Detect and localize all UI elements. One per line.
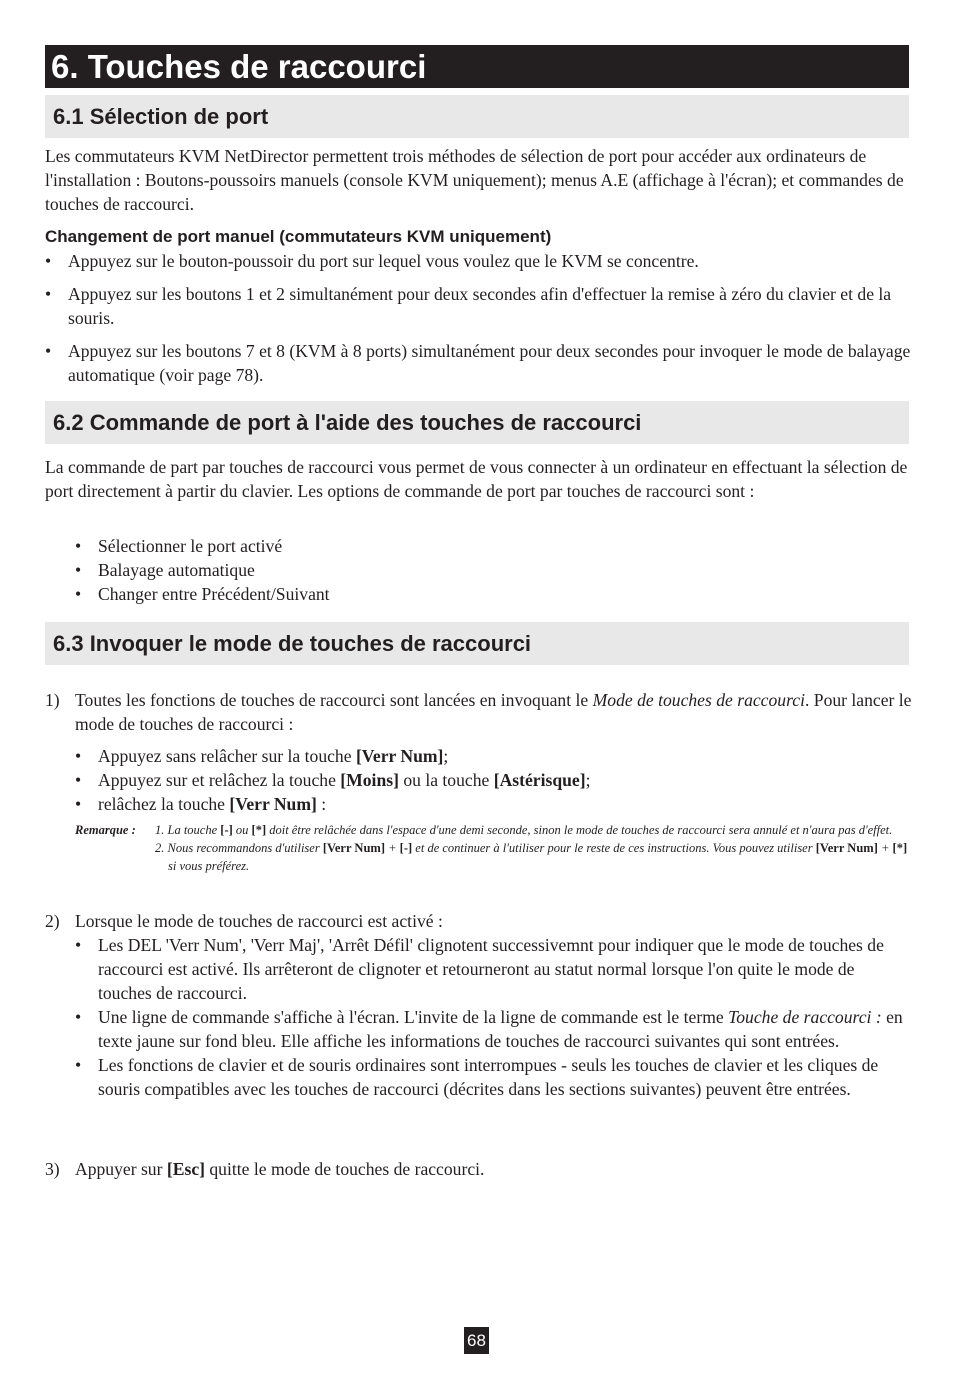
- note-1: [75, 821, 910, 839]
- text: ;: [585, 770, 591, 790]
- step-1-bullets: [75, 744, 905, 816]
- step-number: 2): [45, 911, 60, 931]
- manual-switch-subheading: Changement de port manuel (commutateurs KVM uniquement): [45, 227, 552, 246]
- list-item: [75, 792, 905, 816]
- section-6-1-title: 6.1 Sélection de port: [53, 104, 269, 129]
- list-item: [75, 534, 905, 558]
- text: Toutes les fonctions de touches de raccourci sont lancées en invoquant le: [75, 690, 593, 710]
- emphasis-text: Mode de touches de raccourci: [592, 690, 805, 710]
- text: Appuyez sans relâcher sur la touche: [98, 746, 356, 766]
- list-item: [75, 1005, 910, 1053]
- text: relâchez la touche: [98, 794, 230, 814]
- list-item-text: Changer entre Précédent/Suivant: [98, 584, 330, 604]
- text: ;: [443, 746, 449, 766]
- list-item: [45, 249, 915, 273]
- step-2-bullets: [75, 933, 910, 1101]
- section-6-1-header: [45, 95, 909, 138]
- text: si vous préférez.: [168, 859, 250, 873]
- text: ou: [232, 823, 252, 837]
- text: ou la touche: [398, 770, 494, 790]
- section-6-2-header: [45, 401, 909, 444]
- list-item: [75, 1053, 910, 1101]
- section-6-2-bullets: [75, 534, 905, 606]
- key-name: [Verr Num]: [322, 841, 385, 855]
- paragraph-text: La commande de part par touches de raccourci vous permet de vous connecter à un ordinateur en effectuant la sélection de port directement à partir du clavier. Les options de commande de port par touches de raccourci sont :: [45, 457, 908, 501]
- list-item: [75, 744, 905, 768]
- key-name: [Verr Num]: [815, 841, 878, 855]
- section-6-2-title: 6.2 Commande de port à l'aide des touches de raccourci: [53, 410, 642, 435]
- list-item-text: Appuyez sur les boutons 1 et 2 simultanément pour deux secondes afin d'effectuer la remise à zéro du clavier et de la souris.: [68, 284, 892, 328]
- list-item: [75, 582, 905, 606]
- chapter-header: [45, 45, 909, 88]
- paragraph-text: Les commutateurs KVM NetDirector permettent trois méthodes de sélection de port pour accéder aux ordinateurs de l'installation : Boutons-poussoirs manuels (console KVM uniquement); menus A.E (affichage à l'écran); et commandes de touches de raccourci.: [45, 146, 904, 214]
- text: et de continuer à l'utiliser pour le reste de ces instructions. Vous pouvez utiliser: [412, 841, 816, 855]
- text: doit être relâchée dans l'espace d'une demi seconde, sinon le mode de touches de raccourci sera annulé et n'aura pas d'effet.: [266, 823, 893, 837]
- list-item-text: Balayage automatique: [98, 560, 255, 580]
- text: +: [877, 841, 893, 855]
- chapter-title: 6. Touches de raccourci: [51, 48, 427, 85]
- step-3: [45, 1157, 915, 1181]
- key-name: [Verr Num]: [229, 794, 317, 814]
- key-name: [Astérisque]: [493, 770, 586, 790]
- text: 2. Nous recommandons d'utiliser: [155, 841, 323, 855]
- key-name: [Verr Num]: [355, 746, 444, 766]
- note-label: Remarque :: [75, 823, 136, 837]
- section-6-3-header: [45, 622, 909, 665]
- emphasis-text: Touche de raccourci :: [728, 1007, 882, 1027]
- key-name: [-]: [220, 823, 233, 837]
- key-name: [Esc]: [166, 1159, 205, 1179]
- text: Appuyer sur: [75, 1159, 167, 1179]
- step-number: 3): [45, 1159, 60, 1179]
- page-number: 68: [464, 1327, 489, 1354]
- step-3-text: [45, 1157, 915, 1181]
- text: +: [384, 841, 400, 855]
- list-item: [75, 768, 905, 792]
- list-item-text: Les fonctions de clavier et de souris ordinaires sont interrompues - seuls les touches de clavier et les cliques de souris compatibles avec les touches de raccourci (décrites dans les sections suivantes) peuvent être entrées.: [98, 1055, 879, 1099]
- step-1: [45, 688, 915, 736]
- key-name: [*]: [251, 823, 267, 837]
- text: quitte le mode de touches de raccourci.: [204, 1159, 485, 1179]
- list-item-text: Les DEL 'Verr Num', 'Verr Maj', 'Arrêt Défil' clignotent successivemnt pour indiquer que le mode de touches de raccourci est activé. Ils arrêteront de clignoter et retourneront au statut normal lorsque l'on quite le mode de touches de raccourci.: [98, 935, 884, 1003]
- section-6-1-bullets: [45, 249, 915, 387]
- list-item-text: Appuyez sur les boutons 7 et 8 (KVM à 8 ports) simultanément pour deux secondes pour invoquer le mode de balayage automatique (voir page 78).: [68, 341, 911, 385]
- list-item-text: Appuyez sur le bouton-poussoir du port sur lequel vous voulez que le KVM se concentre.: [68, 251, 699, 271]
- note-block: [75, 821, 910, 875]
- text: :: [316, 794, 327, 814]
- text: en texte jaune sur fond bleu. Elle affiche les informations de touches de raccourci suivantes qui sont entrées.: [98, 1007, 903, 1051]
- text: Appuyez sur et relâchez la touche: [98, 770, 341, 790]
- section-6-2-paragraph: [45, 455, 915, 503]
- step-1-text: [45, 688, 915, 736]
- list-item: [75, 933, 910, 1005]
- step-number: 1): [45, 690, 60, 710]
- key-name: [Moins]: [340, 770, 399, 790]
- step-2-text: Lorsque le mode de touches de raccourci est activé :: [75, 911, 443, 931]
- step-2: [45, 909, 915, 933]
- text: . Pour lancer le mode de touches de raccourci :: [75, 690, 912, 734]
- note-2: [75, 839, 910, 875]
- text: Une ligne de commande s'affiche à l'écran. L'invite de la ligne de commande est le terme: [98, 1007, 729, 1027]
- list-item: [45, 339, 915, 387]
- list-item: [75, 558, 905, 582]
- text: 1. La touche: [155, 823, 221, 837]
- key-name: [*]: [892, 841, 908, 855]
- key-name: [-]: [399, 841, 413, 855]
- section-6-3-title: 6.3 Invoquer le mode de touches de raccourci: [53, 631, 532, 656]
- list-item-text: Sélectionner le port activé: [98, 536, 283, 556]
- list-item: [45, 282, 915, 330]
- section-6-1-paragraph: [45, 144, 915, 216]
